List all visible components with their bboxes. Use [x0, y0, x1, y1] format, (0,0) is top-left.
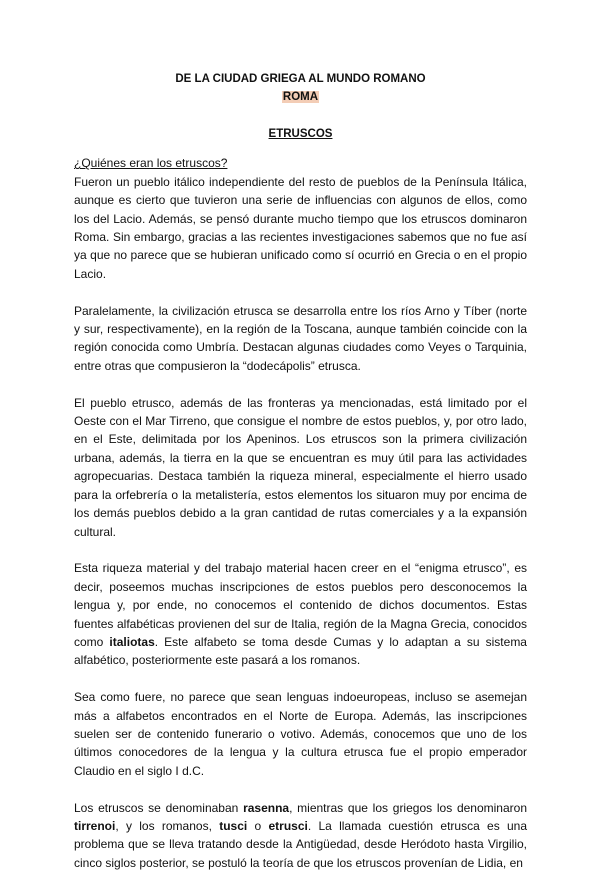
section-heading-wrap — [74, 124, 527, 143]
p6-text-a: Los etruscos se denominaban — [74, 800, 244, 815]
term-tirrenoi: tirrenoi — [74, 818, 116, 833]
p4-text-a: Esta riqueza material y del trabajo material hacen creer en el “enigma etrusco”, es decir, poseemos muchas inscripciones de estos pueblos pero desconocemos la lengua y, por ende, no conocemos el contenido de dichos documentos. Estas fuentes alfabéticas provienen del sur de Italia, región de la Magna Grecia, conocidos como — [74, 561, 527, 649]
term-rasenna: rasenna — [243, 800, 290, 815]
document-body — [74, 70, 527, 891]
paragraph-4 — [74, 559, 527, 669]
paragraph-5: Sea como fuere, no parece que sean lenguas indoeuropeas, incluso se asemejan más a alfabetos encontrados en el Norte de Europa. Además, las inscripciones suelen ser de contenido funerario o votivo. Además, conocemos que uno de los últimos conocedores de la lengua y la cultura etrusca fue el propio emperador Claudio en el siglo I d.C. — [74, 690, 527, 778]
paragraph-6 — [74, 799, 527, 873]
term-etrusci: etrusci — [268, 818, 308, 833]
p6-text-c: , mientras que los griegos los denominaron — [289, 800, 527, 815]
p6-text-e: , y los romanos, — [115, 818, 220, 833]
p4-text-c: . Este alfabeto se toma desde Cumas y lo adaptan a su sistema alfabético, posteriormente este pasará a los romanos. — [74, 634, 527, 668]
term-tusci: tusci — [219, 818, 248, 833]
term-italiotas: italiotas — [109, 634, 155, 649]
paragraph-1: Fueron un pueblo itálico independiente del resto de pueblos de la Península Itálica, aunque es cierto que tuvieron una serie de influencias con algunos de ellos, como los del Lacio. Además, se pensó durante mucho tiempo que los etruscos dominaron Roma. Sin embargo, gracias a las recientes investigaciones sabemos que no fue así ya que no parece que se hubieran unificado como sí ocurrió en Grecia o en el propio Lacio. — [74, 174, 527, 281]
paragraph-3: El pueblo etrusco, además de las fronteras ya mencionadas, está limitado por el Oeste con el Mar Tirreno, que consigue el nombre de estos pueblos, y, por otro lado, en el Este, delimitada por los Apeninos. Los etruscos son la primera civilización urbana, además, la tierra en la que se encuentran es muy útil para las actividades agropecuarias. Destaca también la riqueza mineral, especialmente el hierro usado para la orfebrería o la metalistería, estos elementos los situaron muy por encima de los demás pueblos debido a la gran cantidad de rutas comerciales y a la expansión cultural. — [74, 395, 527, 539]
section-heading: ETRUSCOS — [268, 128, 333, 140]
question-heading: ¿Quiénes eran los etruscos? — [74, 156, 228, 171]
roma-highlight: ROMA — [282, 91, 319, 103]
p6-text-i: . La llamada cuestión etrusca es una problema que se lleva tratando desde la Antigüedad, desde Heródoto hasta Virgilio, cinco siglos posterior, se postuló la teoría de que los etruscos provenían de Lidia, en — [74, 818, 528, 870]
title-highlight-line — [74, 88, 527, 106]
paragraph-2: Paralelamente, la civilización etrusca se desarrolla entre los ríos Arno y Tíber (norte y sur, respectivamente), en la región de la Toscana, aunque también coincide con la región conocida como Umbría. Destacan algunas ciudades como Veyes o Tarquinia, entre otras que compusieron la “dodecápolis” etrusca. — [74, 303, 527, 373]
document-title: DE LA CIUDAD GRIEGA AL MUNDO ROMANO — [175, 73, 426, 85]
p6-text-g: o — [247, 818, 269, 833]
